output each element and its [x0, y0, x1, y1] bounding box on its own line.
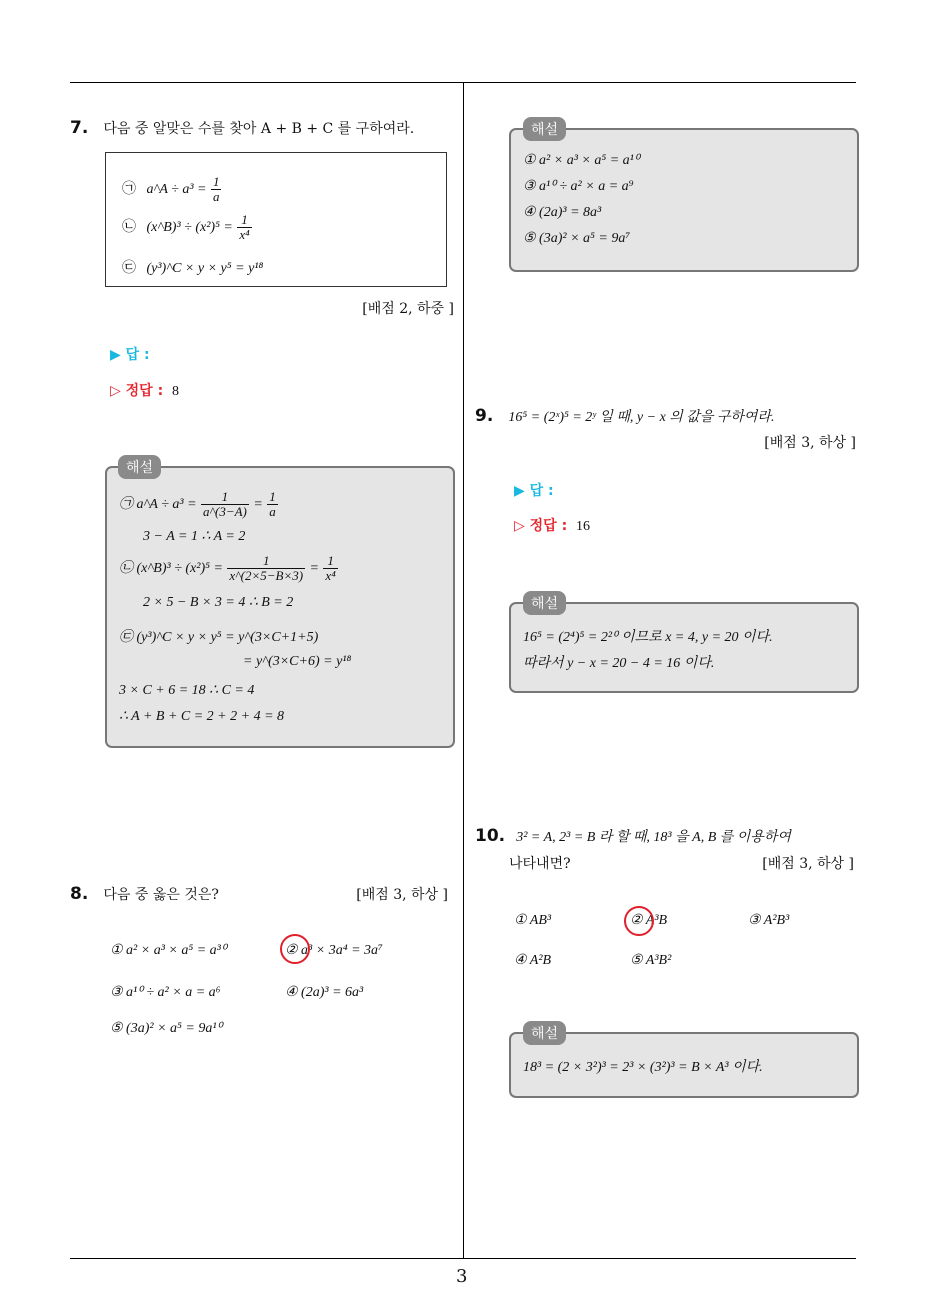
solution-line: 2 × 5 − B × 3 = 4 ∴ B = 2: [143, 595, 294, 610]
answer-field[interactable]: ▶ 답 :: [514, 483, 554, 499]
question-8: [70, 884, 219, 904]
question-number: 8.: [70, 884, 89, 904]
solution-box: [105, 466, 455, 748]
score-label: [배점 3, 하상 ]: [764, 435, 856, 451]
correct-answer: [110, 380, 179, 400]
item-mark: ㉡: [122, 219, 136, 236]
solution-line: ㉠ a^A ÷ a³ = $\frac{1}{a\^{}(3-A)}$ = $\frac{1}{a}$: [119, 489, 276, 519]
item-expression: (y³)^C × y × y⁵ = y¹⁸: [146, 261, 264, 276]
condition-item: [122, 257, 263, 277]
page-number: 3: [456, 1266, 468, 1287]
item-expression: a^A ÷ a³ =: [146, 182, 207, 198]
solution-line: ④ (2a)³ = 8a³: [523, 205, 602, 220]
solution-box: [509, 128, 859, 272]
question-text: 다음 중 알맞은 수를 찾아 A + B + C 를 구하여라.: [103, 121, 415, 137]
question-text: 16⁵ = (2ˣ)⁵ = 2ʸ 일 때, y − x 의 값을 구하여라.: [508, 410, 775, 425]
option-5[interactable]: ⑤ (3a)² × a⁵ = 9a¹⁰: [110, 1021, 223, 1036]
option-1[interactable]: ① a² × a³ × a⁵ = a³⁰: [110, 943, 227, 958]
item-mark: ㉠: [122, 181, 136, 198]
solution-line: 3 × C + 6 = 18 ∴ C = 4: [119, 683, 255, 698]
question-text: 다음 중 옳은 것은?: [103, 887, 219, 903]
correct-value: 8: [172, 384, 180, 399]
score-label: [배점 3, 하상 ]: [762, 856, 854, 872]
column-divider: [463, 83, 464, 1259]
question-9: [475, 406, 774, 426]
item-expression: (x^B)³ ÷ (x²)⁵ =: [146, 220, 233, 236]
question-number: 10.: [475, 826, 506, 846]
option-3[interactable]: ③ a¹⁰ ÷ a² × a = a⁶: [110, 985, 221, 1000]
solution-tag: 해설: [523, 591, 566, 615]
solution-line: ㉢ (y³)^C × y × y⁵ = y^(3×C+1+5): [119, 630, 319, 645]
correct-value: 16: [576, 519, 591, 534]
solution-line: 18³ = (2 × 3²)³ = 2³ × (3²)³ = B × A³ 이다.: [523, 1060, 763, 1075]
question-7: [70, 118, 414, 138]
condition-item: [122, 175, 221, 203]
answer-field[interactable]: ▶ 답 :: [110, 347, 150, 363]
condition-item: [122, 213, 252, 241]
solution-line: ㉡ (x^B)³ ÷ (x²)⁵ = $\frac{1}{x\^{}(2\times 5-B\times 3)}$ = $\frac{1}{\text{x⁴}}$: [119, 553, 336, 583]
condition-box: [105, 152, 447, 287]
score-label: [배점 2, 하중 ]: [362, 301, 454, 317]
fraction: $\frac{1}{a}$: [212, 174, 220, 204]
fraction: $\frac{1}{\text{x⁴}}$: [239, 212, 250, 242]
item-mark: ㉢: [122, 260, 136, 276]
option-5[interactable]: ⑤ A³B²: [630, 953, 672, 968]
question-10: [475, 826, 791, 846]
bottom-rule: [70, 1258, 856, 1259]
option-2[interactable]: ② A³B: [630, 913, 668, 928]
correct-answer: [514, 515, 590, 535]
question-text-line2: 나타내면?: [509, 856, 571, 872]
selected-mark-circle: [624, 906, 654, 936]
solution-line: ∴ A + B + C = 2 + 2 + 4 = 8: [119, 709, 285, 724]
solution-line: ③ a¹⁰ ÷ a² × a = a⁹: [523, 179, 634, 194]
option-4[interactable]: ④ A²B: [514, 953, 552, 968]
solution-tag: 해설: [523, 1021, 566, 1045]
solution-line: 따라서 y − x = 20 − 4 = 16 이다.: [523, 656, 715, 671]
solution-line: ① a² × a³ × a⁵ = a¹⁰: [523, 153, 640, 168]
option-2[interactable]: ② a³ × 3a⁴ = 3a⁷: [285, 943, 383, 958]
selected-mark-circle: [280, 934, 310, 964]
question-number: 9.: [475, 406, 494, 426]
score-label: [배점 3, 하상 ]: [356, 887, 448, 903]
solution-line: ⑤ (3a)² × a⁵ = 9a⁷: [523, 231, 631, 246]
question-text: 3² = A, 2³ = B 라 할 때, 18³ 을 A, B 를 이용하여: [516, 830, 791, 845]
solution-line: 16⁵ = (2⁴)⁵ = 2²⁰ 이므로 x = 4, y = 20 이다.: [523, 630, 773, 645]
solution-box: [509, 602, 859, 693]
option-1[interactable]: ① AB³: [514, 913, 552, 928]
question-number: 7.: [70, 118, 89, 138]
solution-tag: 해설: [523, 117, 566, 141]
correct-label: ▷ 정답 :: [514, 518, 568, 534]
correct-label: ▷ 정답 :: [110, 383, 164, 399]
solution-line: = y^(3×C+6) = y¹⁸: [243, 654, 352, 669]
option-4[interactable]: ④ (2a)³ = 6a³: [285, 985, 364, 1000]
solution-line: 3 − A = 1 ∴ A = 2: [143, 529, 246, 544]
option-3[interactable]: ③ A²B³: [748, 913, 790, 928]
solution-tag: 해설: [118, 455, 161, 479]
